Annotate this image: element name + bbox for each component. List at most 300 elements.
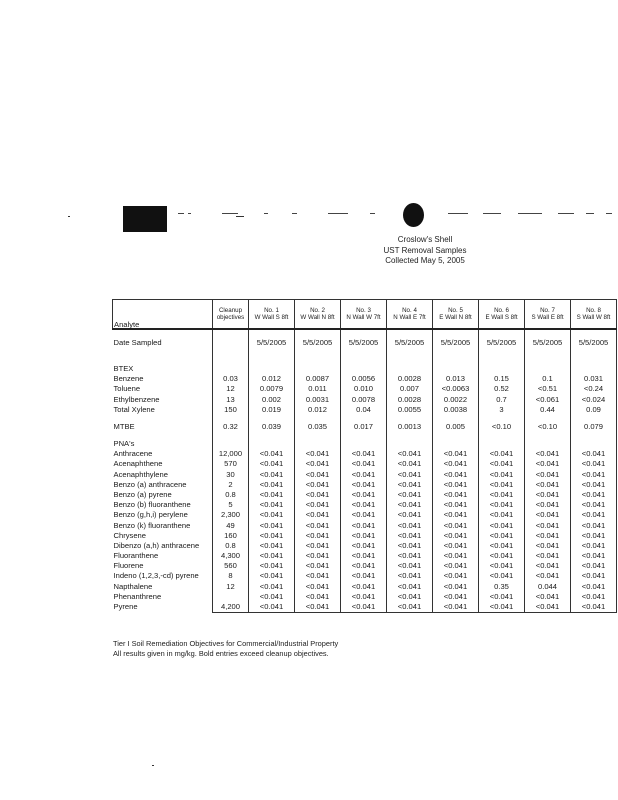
empty-cell bbox=[433, 439, 479, 449]
analyte-name: Napthalene bbox=[113, 581, 153, 591]
spacer-cell bbox=[433, 356, 479, 364]
result-value: <0.041 bbox=[433, 541, 479, 551]
table-row bbox=[113, 449, 617, 459]
result-value: <0.041 bbox=[249, 480, 295, 490]
table-header-row bbox=[113, 300, 617, 330]
table-row bbox=[113, 490, 617, 500]
spacer-row bbox=[113, 356, 617, 364]
empty-cell bbox=[341, 364, 387, 374]
sample-number: No. 1 bbox=[264, 306, 279, 314]
result-value: <0.041 bbox=[433, 592, 479, 602]
result-value: 0.079 bbox=[571, 415, 617, 439]
result-value: <0.041 bbox=[479, 470, 525, 480]
sample-location: E Wall S 8ft bbox=[485, 314, 518, 321]
result-value: <0.041 bbox=[295, 510, 341, 520]
spacer-cell bbox=[387, 356, 433, 364]
btex-title-row bbox=[113, 364, 617, 374]
analyte-name: Chrysene bbox=[113, 530, 146, 540]
date-sampled-row bbox=[113, 329, 617, 356]
analyte-name: Benzene bbox=[113, 374, 144, 384]
result-value: <0.041 bbox=[525, 571, 571, 581]
cleanup-objective: 4,200 bbox=[213, 602, 249, 613]
table-row bbox=[113, 374, 617, 384]
result-value: <0.041 bbox=[479, 602, 525, 613]
result-value: <0.041 bbox=[433, 561, 479, 571]
cleanup-objective: 49 bbox=[213, 520, 249, 530]
result-value: <0.024 bbox=[571, 395, 617, 405]
result-value: <0.041 bbox=[341, 602, 387, 613]
result-value: <0.041 bbox=[571, 459, 617, 469]
result-value: <0.041 bbox=[479, 571, 525, 581]
empty-cell bbox=[479, 364, 525, 374]
empty-cell bbox=[249, 439, 295, 449]
result-value: 3 bbox=[479, 405, 525, 415]
report-subtitle: UST Removal Samples bbox=[383, 245, 467, 255]
sample-number: No. 2 bbox=[310, 306, 325, 314]
result-value: <0.041 bbox=[387, 582, 433, 592]
result-value: <0.041 bbox=[571, 449, 617, 459]
cleanup-objective: 12 bbox=[213, 384, 249, 394]
analyte-name: Fluoranthene bbox=[113, 551, 159, 561]
result-value: <0.041 bbox=[433, 480, 479, 490]
result-value: 5/5/2005 bbox=[387, 329, 433, 356]
result-value: <0.0063 bbox=[433, 384, 479, 394]
result-value: <0.041 bbox=[479, 510, 525, 520]
cleanup-objective: 12,000 bbox=[213, 449, 249, 459]
result-value: <0.041 bbox=[295, 592, 341, 602]
result-value: <0.041 bbox=[525, 480, 571, 490]
result-value: <0.041 bbox=[387, 480, 433, 490]
empty-cell bbox=[387, 439, 433, 449]
result-value: <0.041 bbox=[479, 480, 525, 490]
result-value: <0.041 bbox=[341, 459, 387, 469]
sample-location: S Wall W 8ft bbox=[576, 314, 611, 321]
sample-column-header bbox=[387, 300, 433, 330]
result-value: <0.041 bbox=[341, 480, 387, 490]
group-title: PNA's bbox=[113, 439, 135, 449]
group-title: BTEX bbox=[113, 364, 134, 374]
result-value: <0.041 bbox=[525, 561, 571, 571]
result-value: <0.041 bbox=[571, 571, 617, 581]
empty-cell bbox=[433, 364, 479, 374]
result-value: 0.52 bbox=[479, 384, 525, 394]
empty-cell bbox=[213, 439, 249, 449]
speck bbox=[68, 216, 70, 217]
analyte-name: Ethylbenzene bbox=[113, 394, 160, 404]
table-row bbox=[113, 571, 617, 581]
result-value: <0.041 bbox=[479, 500, 525, 510]
result-value: 5/5/2005 bbox=[525, 329, 571, 356]
result-value: <0.041 bbox=[341, 571, 387, 581]
result-value: 0.010 bbox=[341, 384, 387, 394]
result-value: <0.041 bbox=[341, 510, 387, 520]
result-value: <0.041 bbox=[341, 490, 387, 500]
result-value: <0.041 bbox=[571, 602, 617, 613]
result-value: 0.0087 bbox=[295, 374, 341, 384]
result-value: 0.035 bbox=[295, 415, 341, 439]
cleanup-objective: 0.8 bbox=[213, 490, 249, 500]
analyte-column-header: Analyte bbox=[113, 300, 213, 330]
table-row bbox=[113, 405, 617, 415]
result-value: <0.041 bbox=[387, 541, 433, 551]
cleanup-objective: 8 bbox=[213, 571, 249, 581]
result-value: <0.041 bbox=[341, 551, 387, 561]
cleanup-objective: 560 bbox=[213, 561, 249, 571]
result-value: <0.041 bbox=[295, 561, 341, 571]
result-value: 5/5/2005 bbox=[571, 329, 617, 356]
result-value: 0.031 bbox=[571, 374, 617, 384]
result-value: 0.0031 bbox=[295, 395, 341, 405]
result-value: <0.041 bbox=[341, 561, 387, 571]
analyte-name: Total Xylene bbox=[113, 404, 155, 414]
result-value: <0.041 bbox=[571, 490, 617, 500]
cleanup-objective bbox=[213, 329, 249, 356]
result-value: <0.041 bbox=[479, 490, 525, 500]
result-value: <0.041 bbox=[525, 531, 571, 541]
result-value: <0.041 bbox=[341, 582, 387, 592]
result-value: <0.041 bbox=[525, 449, 571, 459]
cleanup-objective: 570 bbox=[213, 459, 249, 469]
result-value: <0.041 bbox=[249, 602, 295, 613]
result-value: <0.041 bbox=[525, 470, 571, 480]
result-value: 0.1 bbox=[525, 374, 571, 384]
sample-column-header bbox=[249, 300, 295, 330]
cleanup-objective: 5 bbox=[213, 500, 249, 510]
result-value: <0.041 bbox=[387, 531, 433, 541]
spacer-cell bbox=[213, 356, 249, 364]
result-value: <0.041 bbox=[295, 500, 341, 510]
result-value: <0.041 bbox=[433, 449, 479, 459]
analyte-name: Benzo (a) pyrene bbox=[113, 489, 172, 499]
result-value: <0.041 bbox=[433, 459, 479, 469]
scan-artifact-dashes bbox=[178, 213, 618, 219]
result-value: 0.012 bbox=[249, 374, 295, 384]
spacer-cell bbox=[525, 356, 571, 364]
result-value: <0.041 bbox=[433, 571, 479, 581]
analyte-name: MTBE bbox=[113, 421, 135, 431]
result-value: <0.041 bbox=[479, 561, 525, 571]
result-value: <0.041 bbox=[295, 490, 341, 500]
result-value: <0.041 bbox=[249, 510, 295, 520]
footnote-units: All results given in mg/kg. Bold entries exceed cleanup objectives. bbox=[113, 649, 329, 658]
result-value: 0.039 bbox=[249, 415, 295, 439]
speck bbox=[236, 216, 244, 217]
sample-number: No. 4 bbox=[402, 306, 417, 314]
sample-location: N Wall W 7ft bbox=[346, 314, 381, 321]
analyte-name: Pyrene bbox=[113, 602, 138, 612]
result-value: <0.041 bbox=[295, 449, 341, 459]
result-value: <0.041 bbox=[479, 541, 525, 551]
result-value: <0.041 bbox=[479, 459, 525, 469]
result-value: 0.044 bbox=[525, 582, 571, 592]
result-value: <0.041 bbox=[525, 592, 571, 602]
analyte-name: Acenaphthylene bbox=[113, 469, 168, 479]
analyte-name: Benzo (k) fluoranthene bbox=[113, 520, 191, 530]
result-value: <0.041 bbox=[295, 531, 341, 541]
empty-cell bbox=[387, 364, 433, 374]
analyte-name: Fluorene bbox=[113, 561, 144, 571]
sample-location: W Wall N 8ft bbox=[300, 314, 335, 321]
result-value: 0.0013 bbox=[387, 415, 433, 439]
result-value: 0.15 bbox=[479, 374, 525, 384]
spacer-cell bbox=[295, 356, 341, 364]
empty-cell bbox=[525, 364, 571, 374]
sample-location: E Wall N 8ft bbox=[439, 314, 472, 321]
cleanup-objective: 0.03 bbox=[213, 374, 249, 384]
table-row bbox=[113, 384, 617, 394]
result-value: <0.041 bbox=[341, 541, 387, 551]
spacer-cell bbox=[571, 356, 617, 364]
result-value: <0.041 bbox=[249, 571, 295, 581]
result-value: <0.041 bbox=[479, 520, 525, 530]
result-value: <0.24 bbox=[571, 384, 617, 394]
result-value: <0.041 bbox=[341, 520, 387, 530]
result-value: <0.041 bbox=[433, 490, 479, 500]
table-row bbox=[113, 551, 617, 561]
table-row bbox=[113, 510, 617, 520]
analyte-name: Phenanthrene bbox=[113, 591, 162, 601]
table-row bbox=[113, 602, 617, 613]
spacer-cell bbox=[341, 356, 387, 364]
result-value: <0.041 bbox=[249, 541, 295, 551]
result-value: 0.0078 bbox=[341, 395, 387, 405]
sample-number: No. 3 bbox=[356, 306, 371, 314]
result-value: <0.041 bbox=[387, 449, 433, 459]
result-value: <0.041 bbox=[433, 531, 479, 541]
result-value: <0.041 bbox=[387, 551, 433, 561]
result-value: <0.041 bbox=[295, 571, 341, 581]
result-value: <0.041 bbox=[387, 459, 433, 469]
result-value: <0.041 bbox=[525, 551, 571, 561]
sample-number: No. 7 bbox=[540, 306, 555, 314]
result-value: <0.041 bbox=[433, 582, 479, 592]
result-value: 0.017 bbox=[341, 415, 387, 439]
footnote-objectives: Tier I Soil Remediation Objectives for Commercial/Industrial Property bbox=[113, 639, 339, 648]
sample-column-header bbox=[341, 300, 387, 330]
result-value: <0.041 bbox=[341, 592, 387, 602]
result-value: <0.041 bbox=[387, 571, 433, 581]
pna-title-row bbox=[113, 439, 617, 449]
result-value: 0.0028 bbox=[387, 374, 433, 384]
result-value: <0.041 bbox=[571, 561, 617, 571]
result-value: <0.041 bbox=[295, 582, 341, 592]
report-title-block bbox=[345, 235, 505, 267]
empty-cell bbox=[249, 364, 295, 374]
result-value: <0.10 bbox=[525, 415, 571, 439]
result-value: 0.0079 bbox=[249, 384, 295, 394]
result-value: <0.041 bbox=[249, 459, 295, 469]
result-value: <0.041 bbox=[341, 500, 387, 510]
result-value: <0.041 bbox=[571, 582, 617, 592]
analyte-name: Toluene bbox=[113, 384, 141, 394]
table-row bbox=[113, 500, 617, 510]
objective-column-header: Cleanup objectives bbox=[213, 300, 249, 330]
result-value: 0.04 bbox=[341, 405, 387, 415]
result-value: <0.041 bbox=[387, 510, 433, 520]
table-row bbox=[113, 531, 617, 541]
table-row bbox=[113, 592, 617, 602]
result-value: <0.041 bbox=[433, 500, 479, 510]
footnotes bbox=[113, 639, 338, 659]
result-value: <0.041 bbox=[479, 449, 525, 459]
result-value: 0.0028 bbox=[387, 395, 433, 405]
result-value: <0.041 bbox=[249, 520, 295, 530]
table-body bbox=[113, 329, 617, 613]
table-row bbox=[113, 459, 617, 469]
result-value: <0.041 bbox=[433, 510, 479, 520]
result-value: <0.041 bbox=[249, 449, 295, 459]
result-value: <0.041 bbox=[249, 500, 295, 510]
result-value: <0.041 bbox=[295, 459, 341, 469]
result-value: <0.041 bbox=[525, 602, 571, 613]
result-value: <0.041 bbox=[571, 541, 617, 551]
cleanup-objective: 0.8 bbox=[213, 541, 249, 551]
result-value: <0.041 bbox=[571, 510, 617, 520]
empty-cell bbox=[295, 439, 341, 449]
result-value: <0.041 bbox=[249, 470, 295, 480]
site-name: Croslow's Shell bbox=[397, 235, 453, 244]
result-value: 5/5/2005 bbox=[433, 329, 479, 356]
result-value: 0.35 bbox=[479, 582, 525, 592]
sample-number: No. 5 bbox=[448, 306, 463, 314]
result-value: 0.005 bbox=[433, 415, 479, 439]
analyte-name: Benzo (g,h,i) perylene bbox=[113, 510, 188, 520]
cleanup-objective: 0.32 bbox=[213, 415, 249, 439]
table-row bbox=[113, 520, 617, 530]
result-value: <0.041 bbox=[249, 582, 295, 592]
result-value: <0.041 bbox=[571, 500, 617, 510]
result-value: <0.041 bbox=[387, 592, 433, 602]
result-value: <0.041 bbox=[249, 561, 295, 571]
result-value: <0.041 bbox=[387, 561, 433, 571]
table-row bbox=[113, 395, 617, 405]
result-value: <0.041 bbox=[387, 470, 433, 480]
redaction-block bbox=[123, 206, 167, 232]
analyte-name: Anthracene bbox=[113, 449, 153, 459]
results-table bbox=[112, 299, 617, 613]
result-value: <0.041 bbox=[295, 551, 341, 561]
result-value: 5/5/2005 bbox=[249, 329, 295, 356]
analyte-name: Date Sampled bbox=[113, 338, 162, 347]
result-value: <0.041 bbox=[571, 470, 617, 480]
mtbe-row bbox=[113, 415, 617, 439]
empty-cell bbox=[571, 364, 617, 374]
analyte-name: Acenaphthene bbox=[113, 459, 163, 469]
result-value: 0.013 bbox=[433, 374, 479, 384]
result-value: <0.041 bbox=[387, 602, 433, 613]
result-value: 0.7 bbox=[479, 395, 525, 405]
table-row bbox=[113, 561, 617, 571]
result-value: <0.041 bbox=[295, 470, 341, 480]
result-value: <0.041 bbox=[525, 510, 571, 520]
sample-column-header bbox=[525, 300, 571, 330]
speck bbox=[152, 765, 154, 766]
result-value: 0.002 bbox=[249, 395, 295, 405]
sample-column-header bbox=[571, 300, 617, 330]
table-row bbox=[113, 470, 617, 480]
result-value: <0.041 bbox=[525, 500, 571, 510]
result-value: 5/5/2005 bbox=[479, 329, 525, 356]
cleanup-objective: 4,300 bbox=[213, 551, 249, 561]
analyte-name: Benzo (a) anthracene bbox=[113, 479, 187, 489]
result-value: <0.10 bbox=[479, 415, 525, 439]
result-value: 0.019 bbox=[249, 405, 295, 415]
cleanup-objective bbox=[213, 592, 249, 602]
result-value: 0.007 bbox=[387, 384, 433, 394]
result-value: <0.041 bbox=[571, 531, 617, 541]
empty-cell bbox=[295, 364, 341, 374]
result-value: <0.041 bbox=[479, 551, 525, 561]
result-value: <0.041 bbox=[525, 541, 571, 551]
result-value: <0.041 bbox=[341, 531, 387, 541]
result-value: <0.041 bbox=[295, 480, 341, 490]
analyte-name: Indeno (1,2,3,-cd) pyrene bbox=[113, 571, 199, 581]
empty-cell bbox=[341, 439, 387, 449]
sample-column-header bbox=[295, 300, 341, 330]
sample-number: No. 8 bbox=[586, 306, 601, 314]
sample-location: S Wall E 8ft bbox=[531, 314, 564, 321]
result-value: <0.041 bbox=[479, 592, 525, 602]
result-value: <0.041 bbox=[249, 490, 295, 500]
result-value: 5/5/2005 bbox=[295, 329, 341, 356]
result-value: <0.041 bbox=[571, 480, 617, 490]
result-value: <0.041 bbox=[295, 520, 341, 530]
sample-column-header bbox=[479, 300, 525, 330]
empty-cell bbox=[479, 439, 525, 449]
result-value: <0.041 bbox=[525, 520, 571, 530]
result-value: <0.061 bbox=[525, 395, 571, 405]
sample-location: N Wall E 7ft bbox=[393, 314, 426, 321]
cleanup-objective: 2 bbox=[213, 480, 249, 490]
table-row bbox=[113, 541, 617, 551]
cleanup-objective: 160 bbox=[213, 531, 249, 541]
analyte-name: Benzo (b) fluoranthene bbox=[113, 500, 191, 510]
spacer-cell bbox=[479, 356, 525, 364]
sample-location: W Wall S 8ft bbox=[254, 314, 289, 321]
cleanup-objective: 2,300 bbox=[213, 510, 249, 520]
result-value: 0.44 bbox=[525, 405, 571, 415]
result-value: <0.041 bbox=[249, 592, 295, 602]
results-table-container bbox=[112, 299, 618, 635]
cleanup-objective: 12 bbox=[213, 582, 249, 592]
result-value: <0.041 bbox=[571, 520, 617, 530]
result-value: <0.041 bbox=[295, 541, 341, 551]
cleanup-objective: 150 bbox=[213, 405, 249, 415]
result-value: <0.51 bbox=[525, 384, 571, 394]
result-value: <0.041 bbox=[387, 500, 433, 510]
empty-cell bbox=[571, 439, 617, 449]
result-value: 0.012 bbox=[295, 405, 341, 415]
result-value: <0.041 bbox=[433, 520, 479, 530]
result-value: <0.041 bbox=[387, 520, 433, 530]
sample-number: No. 6 bbox=[494, 306, 509, 314]
result-value: <0.041 bbox=[433, 602, 479, 613]
result-value: 0.0056 bbox=[341, 374, 387, 384]
table-row bbox=[113, 480, 617, 490]
result-value: <0.041 bbox=[433, 551, 479, 561]
result-value: <0.041 bbox=[479, 531, 525, 541]
empty-cell bbox=[525, 439, 571, 449]
result-value: 0.0038 bbox=[433, 405, 479, 415]
analyte-name: Dibenzo (a,h) anthracene bbox=[113, 540, 200, 550]
result-value: <0.041 bbox=[341, 470, 387, 480]
result-value: 0.0022 bbox=[433, 395, 479, 405]
result-value: <0.041 bbox=[571, 551, 617, 561]
cleanup-objective: 30 bbox=[213, 470, 249, 480]
sample-column-header bbox=[433, 300, 479, 330]
result-value: 0.09 bbox=[571, 405, 617, 415]
cleanup-objective: 13 bbox=[213, 395, 249, 405]
